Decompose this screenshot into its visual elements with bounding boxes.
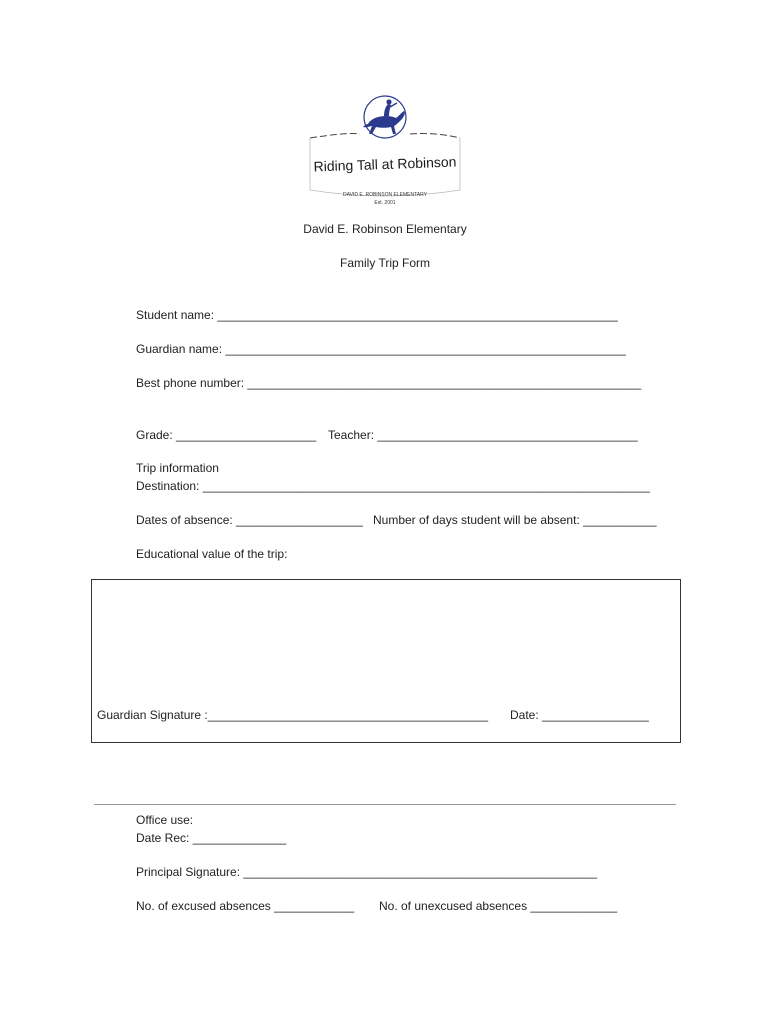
educational-value-label: Educational value of the trip: bbox=[136, 547, 288, 561]
school-name: David E. Robinson Elementary bbox=[303, 222, 467, 236]
logo-est-line: Est. 2001 bbox=[374, 200, 396, 206]
excused-absences-field[interactable]: No. of excused absences ____________ bbox=[136, 899, 355, 913]
trip-info-label: Trip information bbox=[136, 461, 219, 475]
phone-field[interactable]: Best phone number: ___________________________________________________________ bbox=[136, 376, 642, 390]
guardian-signature-field[interactable]: Guardian Signature :__________________________________________ bbox=[97, 708, 489, 722]
form-title: Family Trip Form bbox=[340, 256, 430, 270]
office-divider bbox=[94, 804, 676, 805]
signature-date-field[interactable]: Date: ________________ bbox=[510, 708, 649, 722]
principal-signature-field[interactable]: Principal Signature: _____________________________________________________ bbox=[136, 865, 598, 879]
grade-field[interactable]: Grade: _____________________ bbox=[136, 428, 317, 442]
date-received-field[interactable]: Date Rec: ______________ bbox=[136, 831, 287, 845]
teacher-field[interactable]: Teacher: _______________________________________ bbox=[328, 428, 638, 442]
logo-school-line: DAVID E. ROBINSON ELEMENTARY bbox=[343, 192, 427, 198]
days-absent-field[interactable]: Number of days student will be absent: ___________ bbox=[373, 513, 657, 527]
office-use-heading: Office use: bbox=[136, 813, 194, 827]
guardian-name-field[interactable]: Guardian name: ____________________________________________________________ bbox=[136, 342, 626, 356]
logo-motto: Riding Tall at Robinson bbox=[313, 153, 457, 175]
unexcused-absences-field[interactable]: No. of unexcused absences _____________ bbox=[379, 899, 618, 913]
school-logo bbox=[300, 92, 470, 214]
student-name-field[interactable]: Student name: ____________________________________________________________ bbox=[136, 308, 618, 322]
dates-absence-field[interactable]: Dates of absence: ___________________ bbox=[136, 513, 363, 527]
destination-field[interactable]: Destination: ___________________________________________________________________ bbox=[136, 479, 650, 493]
